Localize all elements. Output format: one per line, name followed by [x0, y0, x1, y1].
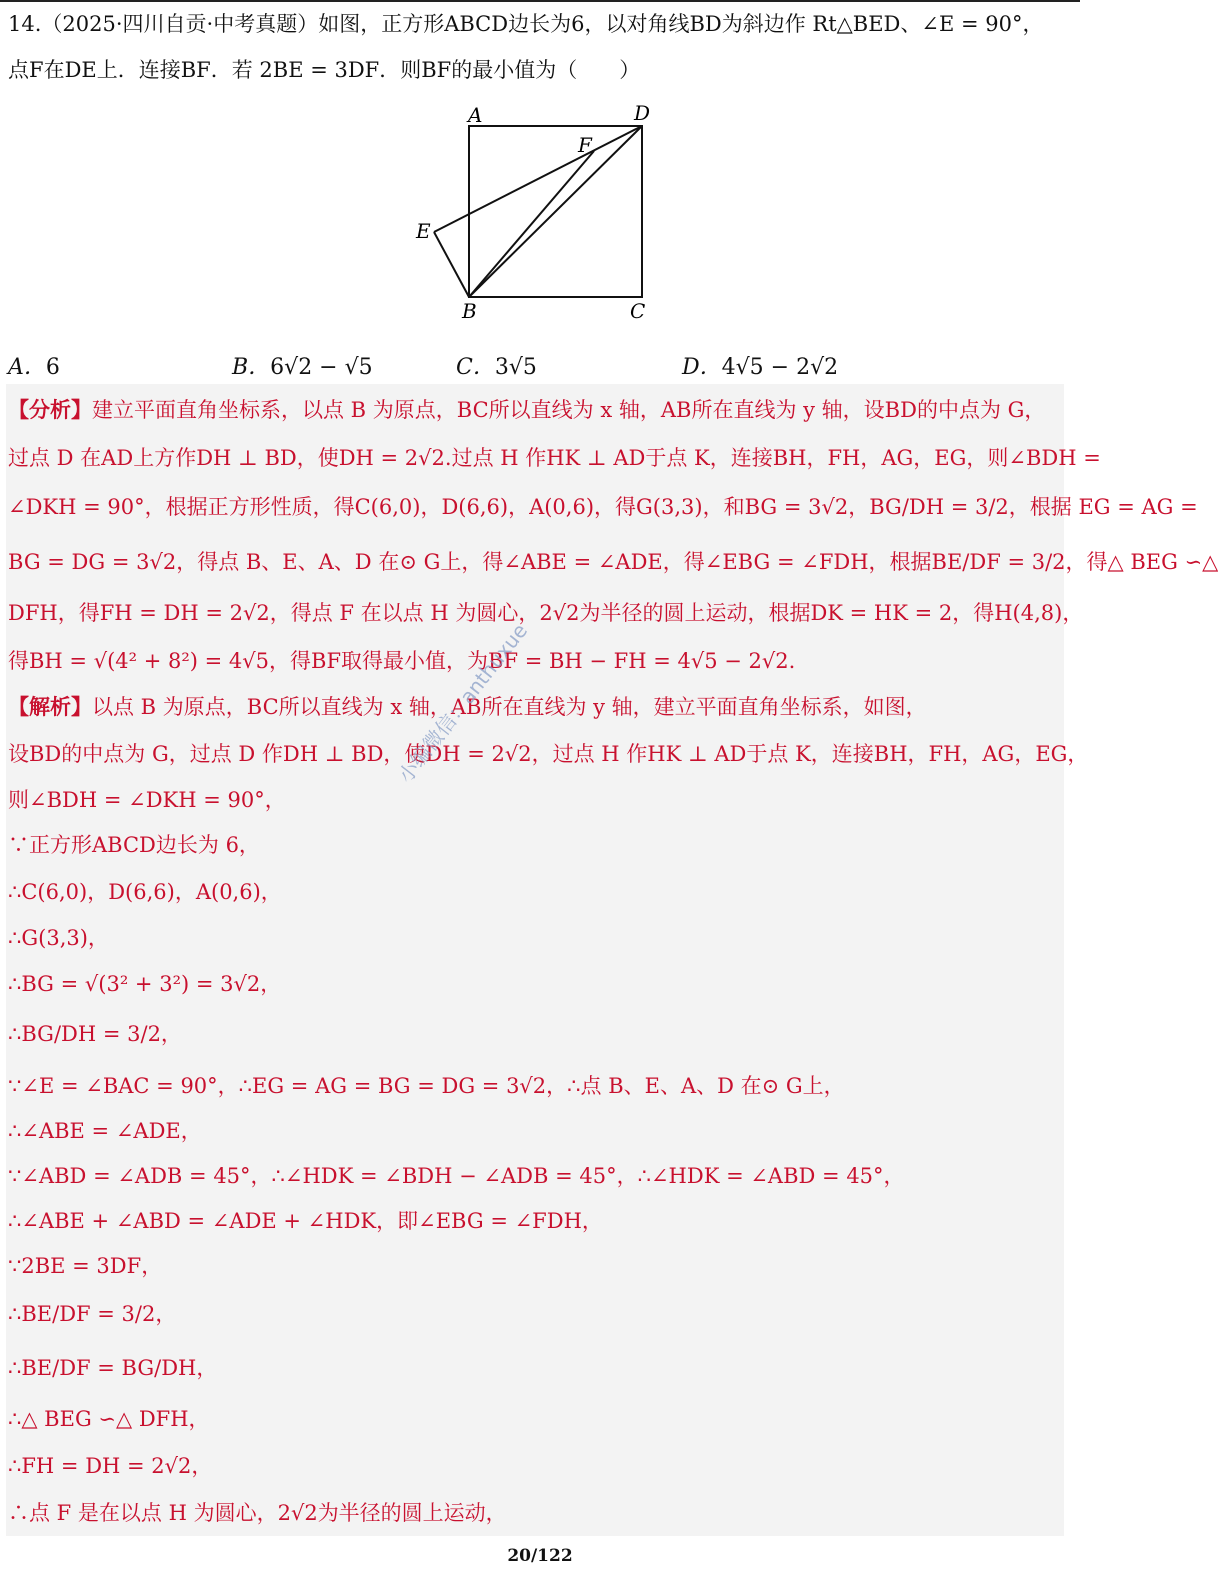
option-c: C．3√5	[456, 355, 537, 380]
label-f: F	[578, 133, 592, 157]
solution-line-13: ∵2BE = 3DF，	[8, 1254, 163, 1278]
analysis-line-1: 【分析】建立平面直角坐标系，以点 B 为原点，BC所以直线为 x 轴，AB所在直线为 y 轴，设BD的中点为 G，	[8, 397, 1046, 422]
analysis-line-4: BG = DG = 3√2，得点 B、E、A、D 在⊙ G上，得∠ABE = ∠ADE，得∠EBG = ∠FDH，根据BE/DF = 3/2，得△ BEG ∽△	[8, 550, 1218, 574]
analysis-line-3: ∠DKH = 90°，根据正方形性质，得C(6,0)，D(6,6)，A(0,6)，得G(3,3)，和BG = 3√2，BG/DH = 3/2，根据 EG = AG =	[8, 495, 1198, 519]
solution-line-18: ∴点 F 是在以点 H 为圆心，2√2为半径的圆上运动，	[8, 1501, 507, 1525]
analysis-line-5: DFH，得FH = DH = 2√2，得点 F 在以点 H 为圆心，2√2为半径的圆上运动，根据DK = HK = 2，得H(4,8)，	[8, 601, 1084, 625]
solution-line-12: ∴∠ABE + ∠ABD = ∠ADE + ∠HDK，即∠EBG = ∠FDH，	[8, 1209, 603, 1233]
segment-eb	[434, 232, 469, 297]
solution-line-3: 则∠BDH = ∠DKH = 90°，	[8, 788, 286, 812]
label-e: E	[416, 219, 431, 243]
solution-tag: 【解析】	[8, 694, 92, 719]
solution-line-17: ∴FH = DH = 2√2，	[8, 1454, 213, 1478]
solution-line-16: ∴△ BEG ∽△ DFH，	[8, 1407, 210, 1431]
analysis-line-2: 过点 D 在AD上方作DH ⊥ BD，使DH = 2√2.过点 H 作HK ⊥ AD于点 K，连接BH，FH，AG，EG，则∠BDH =	[8, 446, 1101, 470]
page-number: 20/122	[507, 1546, 573, 1566]
question-line-1: 14.（2025·四川自贡·中考真题）如图，正方形ABCD边长为6，以对角线BD为斜边作 Rt△BED、∠E = 90°，	[8, 12, 1044, 36]
solution-line-14: ∴BE/DF = 3/2，	[8, 1302, 177, 1326]
solution-line-1: 【解析】以点 B 为原点，BC所以直线为 x 轴，AB所在直线为 y 轴，建立平面直角坐标系，如图，	[8, 694, 927, 719]
solution-line-9: ∵∠E = ∠BAC = 90°，∴EG = AG = BG = DG = 3√2，∴点 B、E、A、D 在⊙ G上，	[8, 1074, 845, 1098]
label-d: D	[634, 101, 651, 125]
label-a: A	[468, 103, 483, 127]
option-a: A．6	[8, 355, 60, 380]
solution-line-10: ∴∠ABE = ∠ADE，	[8, 1119, 202, 1143]
segment-bf	[469, 151, 594, 297]
geometry-figure	[410, 96, 670, 326]
analysis-line-6: 得BH = √(4² + 8²) = 4√5，得BF取得最小值，为BF = BH − FH = 4√5 − 2√2.	[8, 649, 796, 673]
question-line-2: 点F在DE上．连接BF．若 2BE = 3DF．则BF的最小值为（ ）	[8, 58, 641, 82]
solution-line-6: ∴G(3,3)，	[8, 926, 109, 950]
solution-line-5: ∴C(6,0)，D(6,6)，A(0,6)，	[8, 880, 282, 904]
solution-line-7: ∴BG = √(3² + 3²) = 3√2，	[8, 972, 282, 996]
diagonal-bd	[469, 126, 642, 297]
top-rule	[0, 0, 1080, 2]
label-b: B	[462, 299, 477, 323]
analysis-tag: 【分析】	[8, 397, 92, 422]
label-c: C	[630, 299, 646, 323]
option-b: B．6√2 − √5	[232, 355, 373, 380]
solution-line-11: ∵∠ABD = ∠ADB = 45°，∴∠HDK = ∠BDH − ∠ADB = 45°，∴∠HDK = ∠ABD = 45°，	[8, 1164, 905, 1188]
watermark-text: 小编微信：anthuxue	[393, 618, 533, 788]
option-d: D．4√5 − 2√2	[682, 355, 839, 380]
solution-line-8: ∴BG/DH = 3/2，	[8, 1022, 182, 1046]
solution-line-15: ∴BE/DF = BG/DH，	[8, 1356, 218, 1380]
solution-line-4: ∵正方形ABCD边长为 6，	[8, 833, 260, 857]
solution-line-2: 设BD的中点为 G，过点 D 作DH ⊥ BD，使DH = 2√2，过点 H 作HK ⊥ AD于点 K，连接BH，FH，AG，EG，	[8, 742, 1089, 766]
